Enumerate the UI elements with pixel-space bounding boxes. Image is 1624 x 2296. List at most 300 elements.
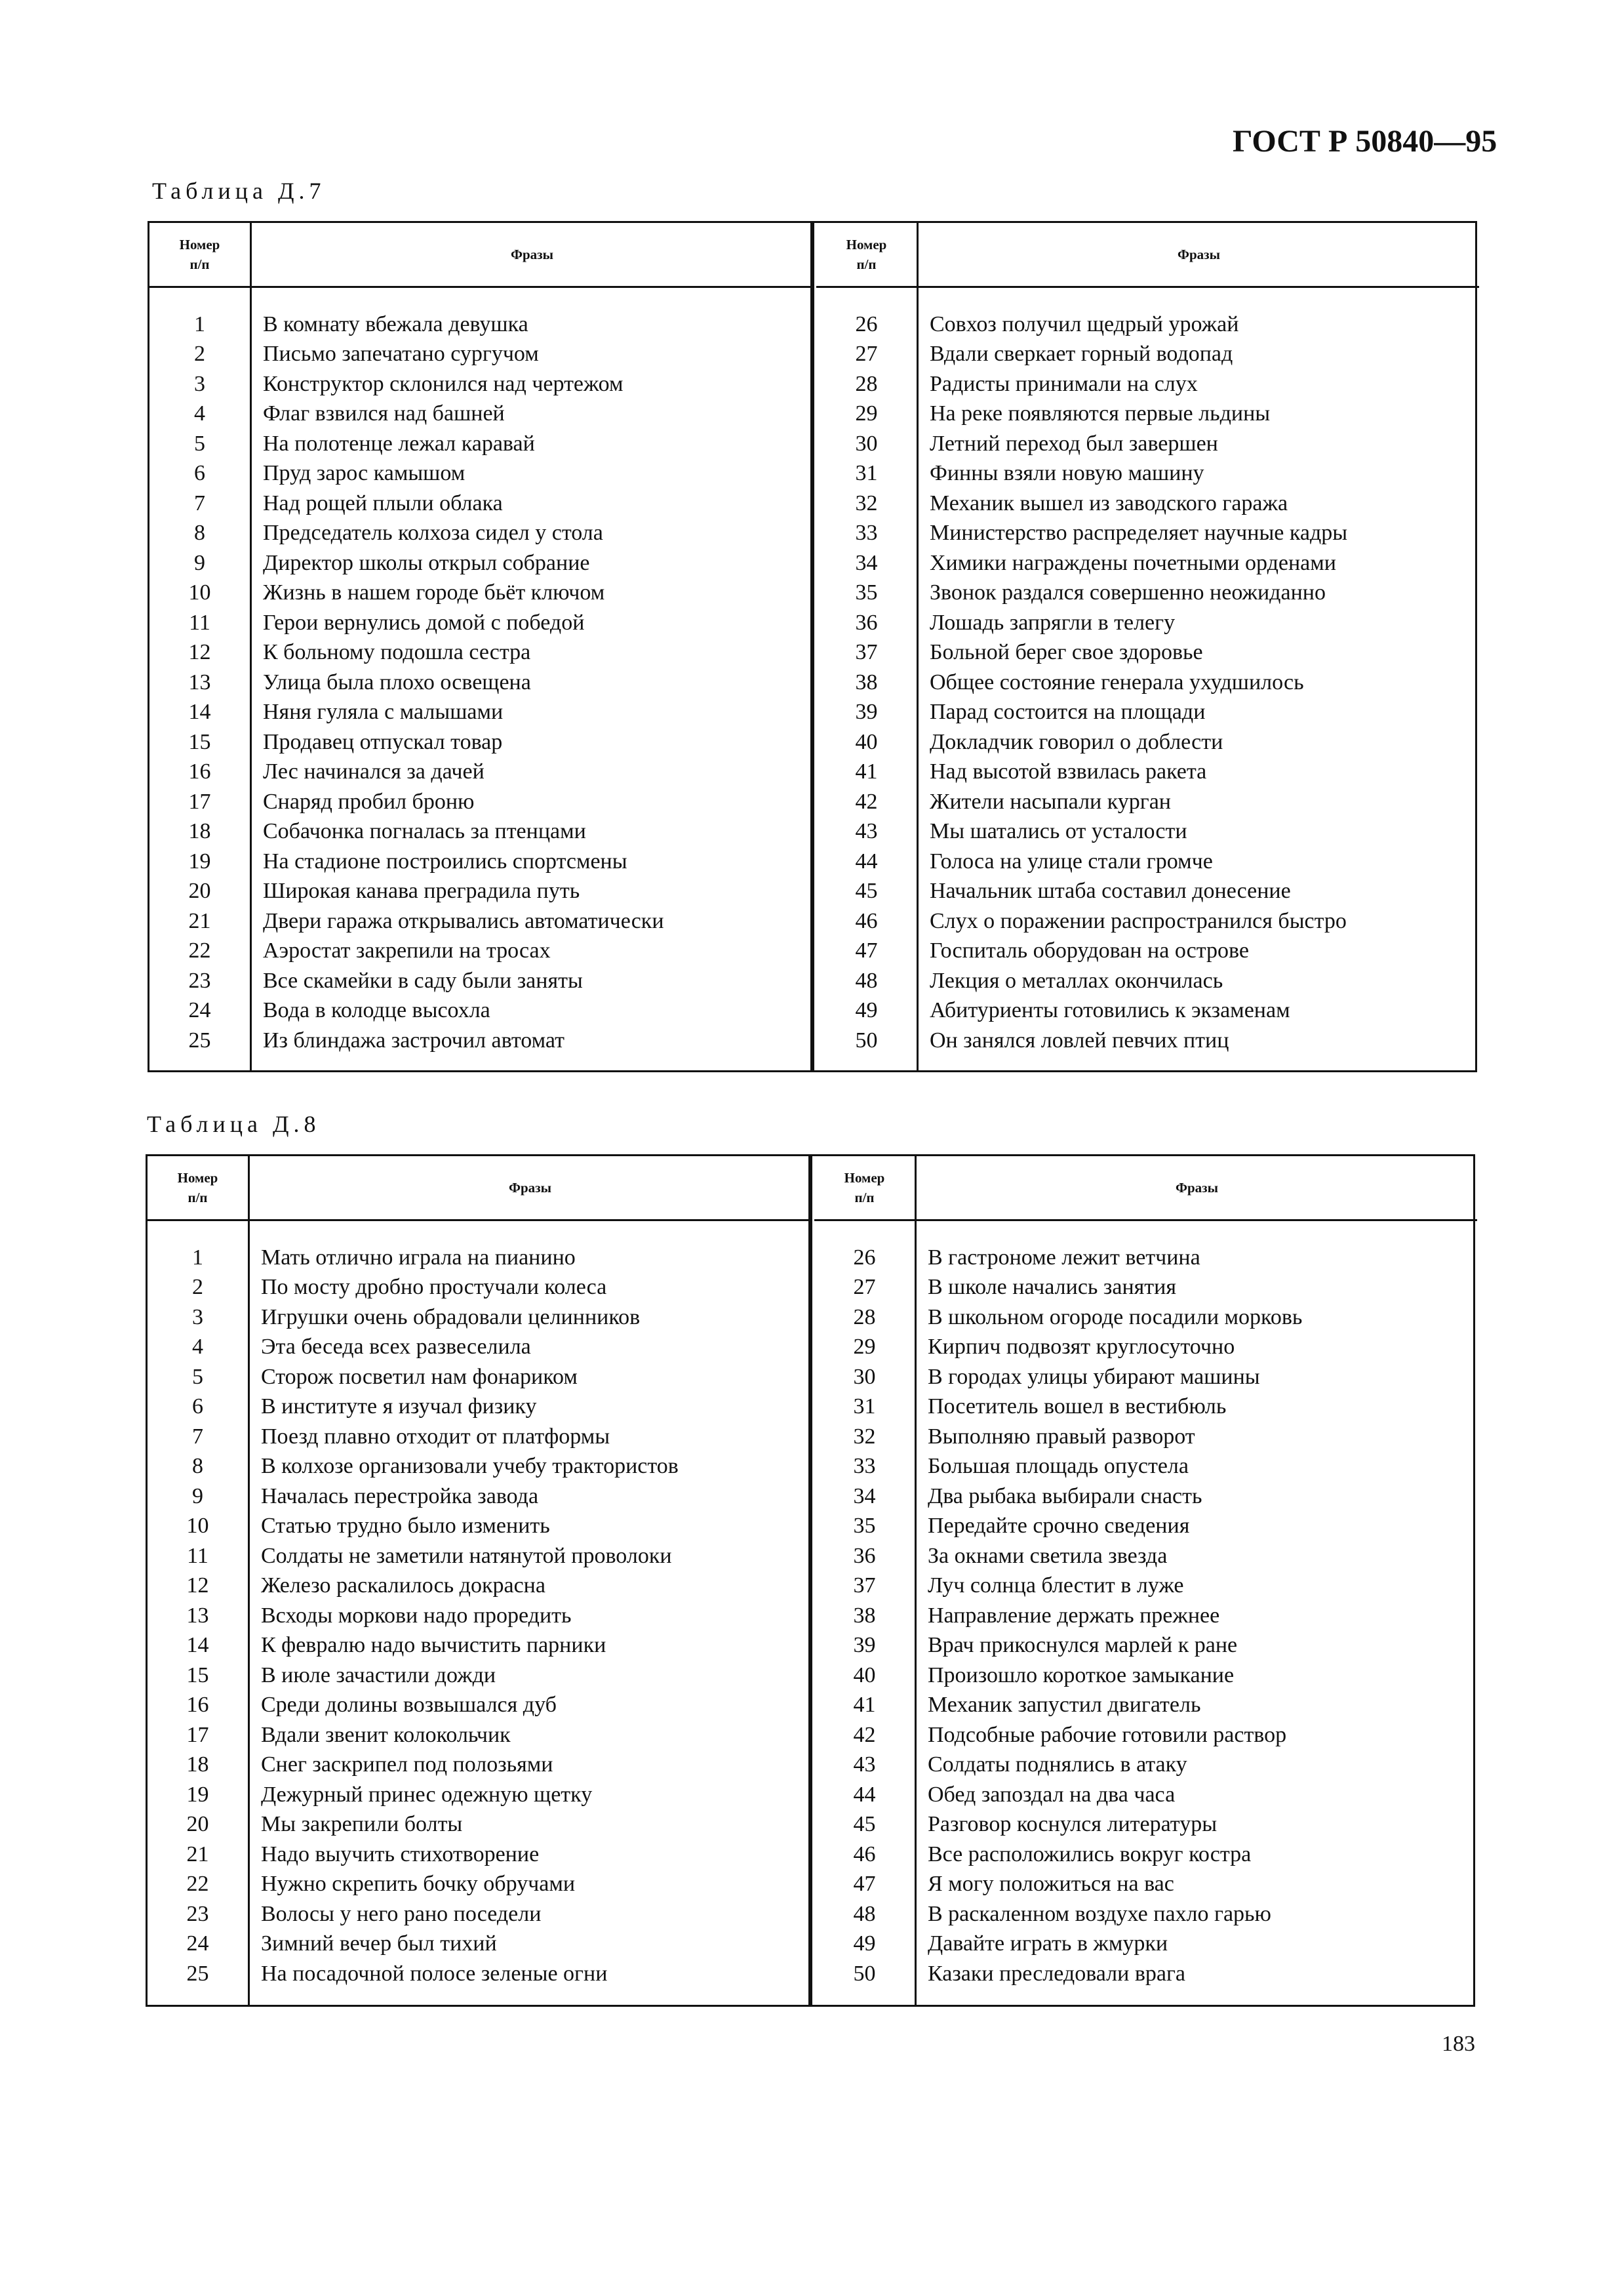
row-number: 11	[189, 610, 210, 635]
row-phrase: Посетитель вошел в вестибюль	[928, 1394, 1227, 1419]
row-number: 39	[855, 700, 878, 725]
row-number: 9	[194, 550, 205, 575]
table-row	[814, 1362, 1477, 1392]
row-number: 16	[188, 759, 211, 784]
row-phrase: Из блиндажа застрочил автомат	[263, 1028, 564, 1053]
row-phrase: Пруд зарос камышом	[263, 461, 465, 486]
row-phrase: В гастрономе лежит ветчина	[928, 1245, 1200, 1270]
row-phrase: В июле зачастили дожди	[261, 1662, 496, 1687]
table-row	[149, 877, 812, 907]
row-number: 24	[186, 1931, 209, 1956]
row-number: 28	[853, 1304, 876, 1329]
row-phrase: Механик запустил двигатель	[928, 1693, 1201, 1718]
table-row	[816, 787, 1479, 817]
row-number: 12	[186, 1573, 209, 1598]
row-number: 26	[855, 312, 878, 336]
table-row	[814, 1720, 1477, 1750]
row-number: 20	[186, 1812, 209, 1837]
row-number: 15	[188, 729, 211, 754]
row-phrase: Два рыбака выбирали снасть	[928, 1483, 1202, 1508]
row-number: 18	[188, 819, 211, 844]
row-phrase: Герои вернулись домой с победой	[263, 610, 585, 635]
row-number: 49	[853, 1931, 876, 1956]
table-row	[148, 1512, 810, 1542]
row-number: 21	[188, 908, 211, 933]
table-row	[814, 1422, 1477, 1452]
row-number: 35	[855, 580, 878, 605]
row-phrase: Больной берег свое здоровье	[930, 640, 1203, 665]
row-number: 10	[188, 580, 211, 605]
row-number: 32	[855, 491, 878, 515]
table-row	[816, 578, 1479, 609]
row-phrase: В школе начались занятия	[928, 1275, 1176, 1300]
header-rule	[816, 286, 1479, 288]
row-number: 21	[186, 1842, 209, 1866]
row-number: 34	[855, 550, 878, 575]
row-phrase: В раскаленном воздухе пахло гарью	[928, 1901, 1271, 1926]
table-row	[148, 1302, 810, 1333]
table-row	[149, 548, 812, 578]
table-row	[148, 1601, 810, 1631]
row-phrase: Жители насыпали курган	[930, 789, 1172, 814]
row-phrase: На стадионе построились спортсмены	[263, 849, 627, 874]
table-row	[148, 1273, 810, 1303]
table-row	[148, 1870, 810, 1900]
table-row	[816, 727, 1479, 757]
row-list	[816, 310, 1479, 1056]
table-row	[814, 1870, 1477, 1900]
row-phrase: Абитуриенты готовились к экзаменам	[930, 998, 1290, 1023]
row-number: 1	[192, 1245, 203, 1270]
row-phrase: Передайте срочно сведения	[928, 1514, 1190, 1539]
row-number: 42	[853, 1722, 876, 1747]
row-phrase: Министерство распределяет научные кадры	[930, 521, 1348, 546]
table-row	[814, 1661, 1477, 1691]
row-number: 6	[194, 461, 205, 486]
table-row	[814, 1571, 1477, 1601]
row-number: 15	[186, 1662, 209, 1687]
table-row	[149, 698, 812, 728]
row-phrase: На посадочной полосе зеленые огни	[261, 1961, 608, 1986]
row-number: 8	[194, 521, 205, 546]
row-number: 32	[853, 1424, 876, 1449]
row-number: 4	[192, 1335, 203, 1359]
table-row	[814, 1691, 1477, 1721]
row-phrase: Нужно скрепить бочку обручами	[261, 1872, 576, 1897]
table-row	[149, 608, 812, 638]
row-number: 37	[855, 640, 878, 665]
row-number: 4	[194, 401, 205, 426]
row-list	[149, 310, 812, 1056]
row-number: 3	[194, 371, 205, 396]
table-row	[148, 1571, 810, 1601]
row-phrase: Сторож посветил нам фонариком	[261, 1364, 578, 1389]
table-row	[816, 817, 1479, 847]
table-row	[814, 1929, 1477, 1960]
row-phrase: Зимний вечер был тихий	[261, 1931, 497, 1956]
row-phrase: По мосту дробно простучали колеса	[261, 1275, 607, 1300]
table-row	[814, 1541, 1477, 1571]
row-number: 14	[186, 1633, 209, 1658]
row-number: 31	[855, 461, 878, 486]
row-number: 45	[855, 879, 878, 904]
row-number: 40	[853, 1662, 876, 1687]
row-phrase: Вдали звенит колокольчик	[261, 1722, 511, 1747]
table-row	[148, 1750, 810, 1781]
row-number: 5	[194, 431, 205, 456]
row-number: 20	[188, 879, 211, 904]
row-number: 38	[853, 1603, 876, 1628]
table-row	[816, 1026, 1479, 1056]
table-row	[816, 996, 1479, 1026]
row-phrase: Снаряд пробил броню	[263, 789, 475, 814]
row-phrase: Лекция о металлах окончилась	[930, 968, 1223, 993]
row-phrase: Лошадь запрягли в телегу	[930, 610, 1176, 635]
row-phrase: Снег заскрипел под полозьями	[261, 1752, 553, 1777]
table-row	[148, 1661, 810, 1691]
row-phrase: Продавец отпускал товар	[263, 729, 503, 754]
row-number: 47	[855, 938, 878, 963]
row-phrase: Лес начинался за дачей	[263, 759, 485, 784]
row-number: 10	[186, 1514, 209, 1539]
row-number: 50	[855, 1028, 878, 1053]
row-number: 30	[853, 1364, 876, 1389]
header-rule	[149, 286, 812, 288]
row-phrase: Вода в колодце высохла	[263, 998, 490, 1023]
row-number: 47	[853, 1872, 876, 1897]
row-number: 48	[853, 1901, 876, 1926]
row-number: 23	[186, 1901, 209, 1926]
row-phrase: Направление держать прежнее	[928, 1603, 1220, 1628]
row-phrase: Дежурный принес одежную щетку	[261, 1782, 593, 1807]
row-phrase: Начальник штаба составил донесение	[930, 879, 1291, 904]
row-number: 40	[855, 729, 878, 754]
table-row	[816, 966, 1479, 996]
row-number: 25	[188, 1028, 211, 1053]
table-row	[149, 519, 812, 549]
row-number: 41	[853, 1693, 876, 1718]
table-row	[814, 1302, 1477, 1333]
row-list	[814, 1243, 1477, 1989]
column-header-phrases: Фразы	[1177, 246, 1221, 262]
row-phrase: Надо выучить стихотворение	[261, 1842, 540, 1866]
table-row	[814, 1810, 1477, 1840]
row-number: 50	[853, 1961, 876, 1986]
row-phrase: Письмо запечатано сургучом	[263, 342, 539, 367]
row-number: 26	[853, 1245, 876, 1270]
row-number: 3	[192, 1304, 203, 1329]
column-header-number: Номер п/п	[844, 1170, 885, 1205]
row-phrase: Финны взяли новую машину	[930, 461, 1204, 486]
table-row	[148, 1840, 810, 1870]
table-row	[149, 787, 812, 817]
row-number: 8	[192, 1454, 203, 1479]
row-phrase: Директор школы открыл собрание	[263, 550, 590, 575]
table-row	[149, 489, 812, 519]
table-row	[149, 937, 812, 967]
header-rule	[814, 1219, 1477, 1221]
table-row	[814, 1273, 1477, 1303]
row-phrase: В колхозе организовали учебу трактористов	[261, 1454, 679, 1479]
row-phrase: Мы закрепили болты	[261, 1812, 463, 1837]
table-row	[816, 608, 1479, 638]
row-number: 19	[188, 849, 211, 874]
row-phrase: Летний переход был завершен	[930, 431, 1218, 456]
table-row	[149, 996, 812, 1026]
header-rule	[148, 1219, 810, 1221]
row-phrase: Слух о поражении распространился быстро	[930, 908, 1347, 933]
row-phrase: Обед запоздал на два часа	[928, 1782, 1176, 1807]
table-row	[816, 489, 1479, 519]
row-number: 31	[853, 1394, 876, 1419]
table-d8	[146, 1154, 1475, 2007]
table-row	[814, 1333, 1477, 1363]
row-phrase: Аэростат закрепили на тросах	[263, 938, 551, 963]
table-row	[816, 877, 1479, 907]
row-phrase: Парад состоится на площади	[930, 700, 1206, 725]
row-number: 14	[188, 700, 211, 725]
row-phrase: Все скамейки в саду были заняты	[263, 968, 583, 993]
column-header-phrases: Фразы	[510, 246, 554, 262]
table-row	[149, 638, 812, 668]
table-row	[148, 1392, 810, 1422]
table-row	[814, 1750, 1477, 1781]
row-phrase: Разговор коснулся литературы	[928, 1812, 1218, 1837]
row-phrase: В комнату вбежала девушка	[263, 312, 528, 336]
table-row	[148, 1422, 810, 1452]
row-phrase: Я могу положиться на вас	[928, 1872, 1174, 1897]
row-number: 43	[855, 819, 878, 844]
row-phrase: Все расположились вокруг костра	[928, 1842, 1252, 1866]
table-row	[148, 1780, 810, 1810]
row-phrase: За окнами светила звезда	[928, 1543, 1168, 1568]
row-number: 44	[853, 1782, 876, 1807]
row-phrase: К февралю надо вычистить парники	[261, 1633, 606, 1658]
column-header-number: Номер п/п	[179, 237, 220, 272]
double-divider	[808, 1156, 812, 2005]
row-number: 43	[853, 1752, 876, 1777]
table-row	[816, 847, 1479, 877]
row-phrase: Волосы у него рано поседели	[261, 1901, 542, 1926]
row-number: 46	[853, 1842, 876, 1866]
row-phrase: На полотенце лежал каравай	[263, 431, 535, 456]
row-number: 13	[188, 670, 211, 695]
table-row	[149, 340, 812, 370]
row-phrase: Солдаты поднялись в атаку	[928, 1752, 1187, 1777]
table-row	[814, 1780, 1477, 1810]
row-phrase: Игрушки очень обрадовали целинников	[261, 1304, 641, 1329]
table-row	[814, 1959, 1477, 1989]
row-number: 13	[186, 1603, 209, 1628]
table-row	[816, 698, 1479, 728]
row-number: 19	[186, 1782, 209, 1807]
table-row	[816, 340, 1479, 370]
row-phrase: Среди долины возвышался дуб	[261, 1693, 557, 1718]
row-number: 27	[855, 342, 878, 367]
table-row	[816, 937, 1479, 967]
table-row	[149, 399, 812, 430]
row-phrase: Кирпич подвозят круглосуточно	[928, 1335, 1235, 1359]
table-row	[148, 1243, 810, 1273]
column-header-number: Номер п/п	[177, 1170, 218, 1205]
table-d7-title: Таблица Д.7	[152, 178, 326, 204]
row-number: 29	[853, 1335, 876, 1359]
table-row	[148, 1481, 810, 1512]
table-row	[816, 548, 1479, 578]
row-number: 37	[853, 1573, 876, 1598]
table-row	[816, 519, 1479, 549]
row-phrase: Широкая канава преградила путь	[263, 879, 580, 904]
row-number: 9	[192, 1483, 203, 1508]
table-row	[148, 1691, 810, 1721]
row-phrase: Улица была плохо освещена	[263, 670, 531, 695]
table-row	[816, 906, 1479, 937]
table-row	[149, 727, 812, 757]
table-row	[148, 1959, 810, 1989]
table-d7-right-half	[816, 223, 1479, 1070]
row-number: 7	[194, 491, 205, 515]
table-row	[149, 429, 812, 459]
row-list	[148, 1243, 810, 1989]
row-phrase: Двери гаража открывались автоматически	[263, 908, 664, 933]
row-number: 36	[853, 1543, 876, 1568]
row-number: 17	[186, 1722, 209, 1747]
table-row	[816, 668, 1479, 698]
column-header-phrases: Фразы	[1175, 1179, 1219, 1196]
table-row	[814, 1392, 1477, 1422]
row-number: 2	[194, 342, 205, 367]
table-row	[148, 1452, 810, 1482]
row-phrase: Началась перестройка завода	[261, 1483, 539, 1508]
row-phrase: Няня гуляла с малышами	[263, 700, 504, 725]
row-number: 45	[853, 1812, 876, 1837]
row-number: 17	[188, 789, 211, 814]
table-row	[814, 1481, 1477, 1512]
row-phrase: Собачонка погналась за птенцами	[263, 819, 586, 844]
row-number: 6	[192, 1394, 203, 1419]
row-phrase: Над рощей плыли облака	[263, 491, 503, 515]
table-row	[816, 429, 1479, 459]
column-header-phrases: Фразы	[508, 1179, 552, 1196]
row-number: 33	[853, 1454, 876, 1479]
row-phrase: Казаки преследовали врага	[928, 1961, 1186, 1986]
row-number: 30	[855, 431, 878, 456]
table-d7-left-half	[149, 223, 812, 1070]
table-row	[816, 399, 1479, 430]
table-row	[814, 1840, 1477, 1870]
row-phrase: Мы шатались от усталости	[930, 819, 1187, 844]
double-divider	[810, 223, 814, 1070]
row-phrase: Председатель колхоза сидел у стола	[263, 521, 603, 546]
row-phrase: Врач прикоснулся марлей к ране	[928, 1633, 1238, 1658]
row-phrase: Общее состояние генерала ухудшилось	[930, 670, 1304, 695]
table-row	[816, 459, 1479, 489]
row-phrase: Всходы моркови надо проредить	[261, 1603, 572, 1628]
row-number: 36	[855, 610, 878, 635]
row-phrase: Луч солнца блестит в луже	[928, 1573, 1184, 1598]
row-phrase: В городах улицы убирают машины	[928, 1364, 1260, 1389]
document-code: ГОСТ Р 50840—95	[1233, 124, 1497, 159]
table-row	[149, 459, 812, 489]
column-header-number: Номер п/п	[846, 237, 887, 272]
table-row	[148, 1333, 810, 1363]
row-number: 25	[186, 1961, 209, 1986]
row-phrase: Механик вышел из заводского гаража	[930, 491, 1288, 515]
row-phrase: В институте я изучал физику	[261, 1394, 537, 1419]
row-number: 16	[186, 1693, 209, 1718]
row-phrase: Большая площадь опустела	[928, 1454, 1189, 1479]
row-number: 5	[192, 1364, 203, 1389]
row-phrase: Звонок раздался совершенно неожиданно	[930, 580, 1326, 605]
row-number: 33	[855, 521, 878, 546]
table-row	[149, 757, 812, 788]
table-row	[149, 847, 812, 877]
row-number: 38	[855, 670, 878, 695]
row-number: 7	[192, 1424, 203, 1449]
table-row	[814, 1243, 1477, 1273]
table-d8-left-half	[148, 1156, 810, 2005]
table-row	[149, 310, 812, 340]
row-number: 18	[186, 1752, 209, 1777]
row-number: 27	[853, 1275, 876, 1300]
row-number: 46	[855, 908, 878, 933]
table-row	[814, 1452, 1477, 1482]
row-phrase: Мать отлично играла на пианино	[261, 1245, 576, 1270]
row-number: 42	[855, 789, 878, 814]
row-phrase: Произошло короткое замыкание	[928, 1662, 1235, 1687]
row-phrase: Над высотой взвилась ракета	[930, 759, 1207, 784]
row-phrase: Госпиталь оборудован на острове	[930, 938, 1249, 963]
row-phrase: Вдали сверкает горный водопад	[930, 342, 1233, 367]
table-row	[816, 310, 1479, 340]
table-row	[148, 1810, 810, 1840]
table-row	[149, 1026, 812, 1056]
row-phrase: Докладчик говорил о доблести	[930, 729, 1223, 754]
table-row	[148, 1541, 810, 1571]
row-phrase: Флаг взвился над башней	[263, 401, 505, 426]
table-row	[148, 1929, 810, 1960]
row-phrase: Жизнь в нашем городе бьёт ключом	[263, 580, 605, 605]
row-number: 1	[194, 312, 205, 336]
row-number: 39	[853, 1633, 876, 1658]
table-d7	[148, 221, 1477, 1072]
row-phrase: В школьном огороде посадили морковь	[928, 1304, 1303, 1329]
row-number: 22	[186, 1872, 209, 1897]
table-row	[814, 1512, 1477, 1542]
row-phrase: Конструктор склонился над чертежом	[263, 371, 624, 396]
row-phrase: Подсобные рабочие готовили раствор	[928, 1722, 1287, 1747]
table-row	[816, 638, 1479, 668]
row-phrase: Поезд плавно отходит от платформы	[261, 1424, 610, 1449]
row-phrase: Солдаты не заметили натянутой проволоки	[261, 1543, 672, 1568]
row-number: 35	[853, 1514, 876, 1539]
row-number: 28	[855, 371, 878, 396]
row-number: 49	[855, 998, 878, 1023]
table-row	[814, 1601, 1477, 1631]
table-row	[148, 1631, 810, 1661]
row-number: 41	[855, 759, 878, 784]
row-phrase: Статью трудно было изменить	[261, 1514, 550, 1539]
row-phrase: К больному подошла сестра	[263, 640, 531, 665]
table-row	[149, 668, 812, 698]
table-row	[149, 906, 812, 937]
row-number: 44	[855, 849, 878, 874]
table-row	[816, 757, 1479, 788]
row-number: 29	[855, 401, 878, 426]
table-row	[148, 1362, 810, 1392]
row-phrase: Он занялся ловлей певчих птиц	[930, 1028, 1229, 1053]
row-number: 12	[188, 640, 211, 665]
